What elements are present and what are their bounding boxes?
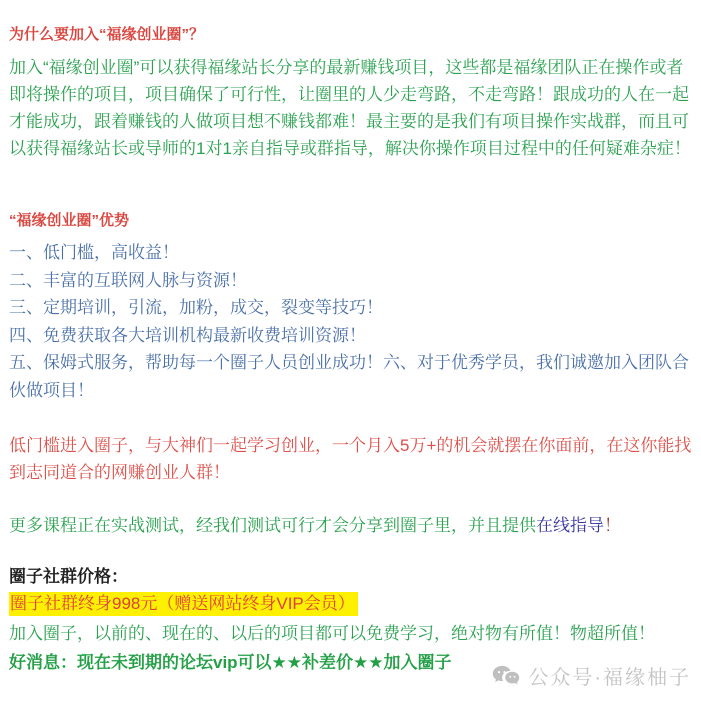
courses-text: 更多课程正在实战测试，经我们测试可行才会分享到圈子里，并且提供 — [9, 516, 536, 535]
advantage-item-1: 一、低门槛，高收益！ — [9, 243, 179, 262]
good-news: 好消息：现在未到期的论坛vip可以★★补差价★★加入圈子 — [9, 653, 452, 672]
advantage-item-2: 二、丰富的互联网人脉与资源！ — [9, 270, 247, 290]
online-guidance-link[interactable]: 在线指导 — [536, 516, 604, 535]
price-line — [9, 591, 692, 617]
intro-paragraph: 加入“福缘创业圈”可以获得福缘站长分享的最新赚钱项目，这些都是福缘团队正在操作或者即将操作的项目，项目确保了可行性，让圈里的人少走弯路，不走弯路！跟成功的人在一起才能成功，跟着赚钱的人做项目想不赚钱都难！最主要的是我们有项目操作实战群，而且可以获得福缘站长或导师的1对1亲自指导或群指导，解决你操作项目过程中的任何疑难杂症！ — [9, 58, 691, 158]
advantage-item-3: 三、定期培训，引流，加粉，成交，裂变等技巧！ — [9, 298, 383, 317]
article-title: 为什么要加入“福缘创业圈”？ — [9, 26, 205, 43]
wechat-icon — [492, 664, 520, 688]
price-label: 圈子社群价格： — [9, 567, 128, 586]
join-note: 加入圈子，以前的、现在的、以后的项目都可以免费学习，绝对物有所值！物超所值！ — [9, 624, 655, 643]
courses-paragraph — [9, 512, 692, 539]
pitch-paragraph: 低门槛进入圈子，与大神们一起学习创业，一个月入5万+的机会就摆在你面前，在这你能找到志同道合的网赚创业人群！ — [9, 436, 692, 482]
watermark-text: 公众号·福缘柚子 — [528, 667, 691, 689]
advantage-item-4: 四、免费获取各大培训机构最新收费培训资源！ — [9, 325, 366, 345]
advantage-item-5: 五、保姆式服务，帮助每一个圈子人员创业成功！六、对于优秀学员，我们诚邀加入团队合伙做项目！ — [9, 353, 689, 400]
watermark — [492, 661, 691, 690]
courses-exclamation: ！ — [604, 516, 621, 535]
advantages-title: “福缘创业圈”优势 — [9, 212, 130, 229]
article-page — [0, 25, 701, 689]
price-highlight: 圈子社群终身998元（赠送网站终身VIP会员） — [9, 592, 358, 616]
advantages-list — [9, 239, 692, 404]
